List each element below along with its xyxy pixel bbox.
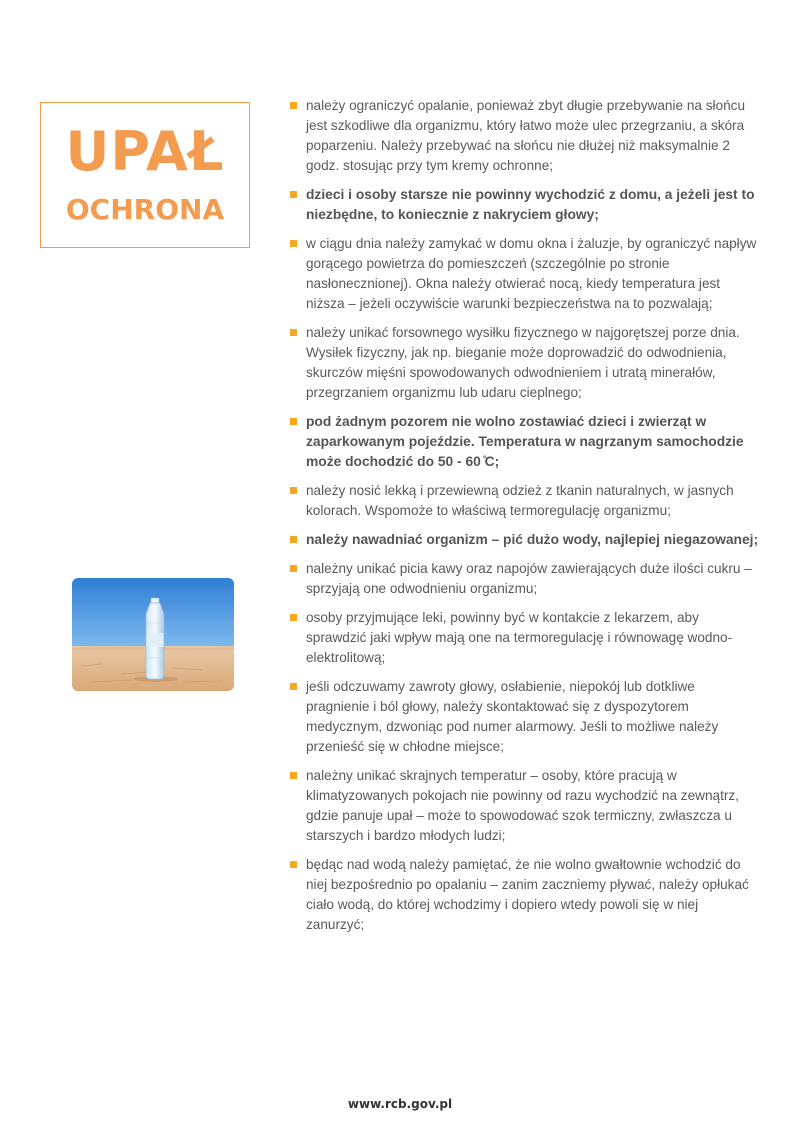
list-item xyxy=(290,185,760,225)
bullet-square-icon xyxy=(290,102,297,109)
list-item-text: osoby przyjmujące leki, powinny być w kontakcie z lekarzem, aby sprawdzić jaki wpływ mają one na termoregulację i równowagę wodno-elektrolitową; xyxy=(306,610,733,665)
bullet-square-icon xyxy=(290,565,297,572)
bullet-square-icon xyxy=(290,536,297,543)
bullet-square-icon xyxy=(290,191,297,198)
list-item xyxy=(290,677,760,757)
list-item xyxy=(290,530,760,550)
list-item xyxy=(290,608,760,668)
list-item-text: należy unikać forsownego wysiłku fizycznego w najgorętszej porze dnia. Wysiłek fizyczny, jak np. bieganie może doprowadzić do odwodnienia, skurczów mięśni spowodowanych odwodnieniem i utratą minerałów, przegrzaniem organizmu lub udaru cieplnego; xyxy=(306,325,740,400)
bullet-square-icon xyxy=(290,240,297,247)
water-bottle-in-desert-image xyxy=(72,578,234,691)
footer-url: www.rcb.gov.pl xyxy=(347,1097,453,1111)
bullet-square-icon xyxy=(290,329,297,336)
bullet-square-icon xyxy=(290,614,297,621)
title-box xyxy=(40,102,250,248)
list-item-text: należny unikać picia kawy oraz napojów zawierających duże ilości cukru – sprzyjają one odwodnieniu organizmu; xyxy=(306,561,752,596)
list-item-text: należy nosić lekką i przewiewną odzież z tkanin naturalnych, w jasnych kolorach. Wspomoże to właściwą termoregulację organizmu; xyxy=(306,483,734,518)
list-item-text: dzieci i osoby starsze nie powinny wychodzić z domu, a jeżeli jest to niezbędne, to koniecznie z nakryciem głowy; xyxy=(306,187,755,222)
list-item xyxy=(290,766,760,846)
list-item xyxy=(290,412,760,472)
list-item xyxy=(290,96,760,176)
list-item-text: należny unikać skrajnych temperatur – osoby, które pracują w klimatyzowanych pokojach nie powinny od razu wychodzić na zewnątrz, gdzie panuje upał – może to spowodować szok termiczny, zwłaszcza u starszych i bardzo młodych ludzi; xyxy=(306,768,739,843)
list-item xyxy=(290,481,760,521)
list-item xyxy=(290,855,760,935)
bullet-square-icon xyxy=(290,772,297,779)
page-title: UPAŁ xyxy=(65,120,225,183)
page-subtitle: OCHRONA xyxy=(65,193,225,226)
bullet-square-icon xyxy=(290,861,297,868)
list-item-text: w ciągu dnia należy zamykać w domu okna i żaluzje, by ograniczyć napływ gorącego powietrza do pomieszczeń (szczególnie po stronie nasłonecznionej). Okna należy otwierać nocą, kiedy temperatura jest niższa – jeżeli oczywiście warunki bezpieczeństwa na to pozwalają; xyxy=(306,236,757,311)
list-item-text: należy nawadniać organizm – pić dużo wody, najlepiej niegazowanej; xyxy=(306,532,759,547)
list-item xyxy=(290,559,760,599)
list-item-text: jeśli odczuwamy zawroty głowy, osłabienie, niepokój lub dotkliwe pragnienie i ból głowy, należy skontaktować się z dyspozytorem medycznym, dzwoniąc pod numer alarmowy. Jeśli to możliwe należy przenieść się w chłodne miejsce; xyxy=(306,679,719,754)
list-item-text: pod żadnym pozorem nie wolno zostawiać dzieci i zwierząt w zaparkowanym pojeździe. Temperatura w nagrzanym samochodzie może dochodzić do 50 - 60 ̊C; xyxy=(306,414,744,469)
bullet-square-icon xyxy=(290,683,297,690)
list-item-text: będąc nad wodą należy pamiętać, że nie wolno gwałtownie wchodzić do niej bezpośrednio po opalaniu – zanim zaczniemy pływać, należy opłukać ciało wodą, do której wchodzimy i dopiero wtedy powoli się w niej zanurzyć; xyxy=(306,857,749,932)
bullet-square-icon xyxy=(290,418,297,425)
list-item xyxy=(290,323,760,403)
list-item-text: należy ograniczyć opalanie, ponieważ zbyt długie przebywanie na słońcu jest szkodliwe dla organizmu, który łatwo może ulec przegrzaniu, a skóra poparzeniu. Należy przebywać na słońcu nie dłużej niż maksymalnie 2 godz. stosując przy tym kremy ochronne; xyxy=(306,98,746,173)
advice-list xyxy=(290,96,760,944)
list-item xyxy=(290,234,760,314)
bullet-square-icon xyxy=(290,487,297,494)
